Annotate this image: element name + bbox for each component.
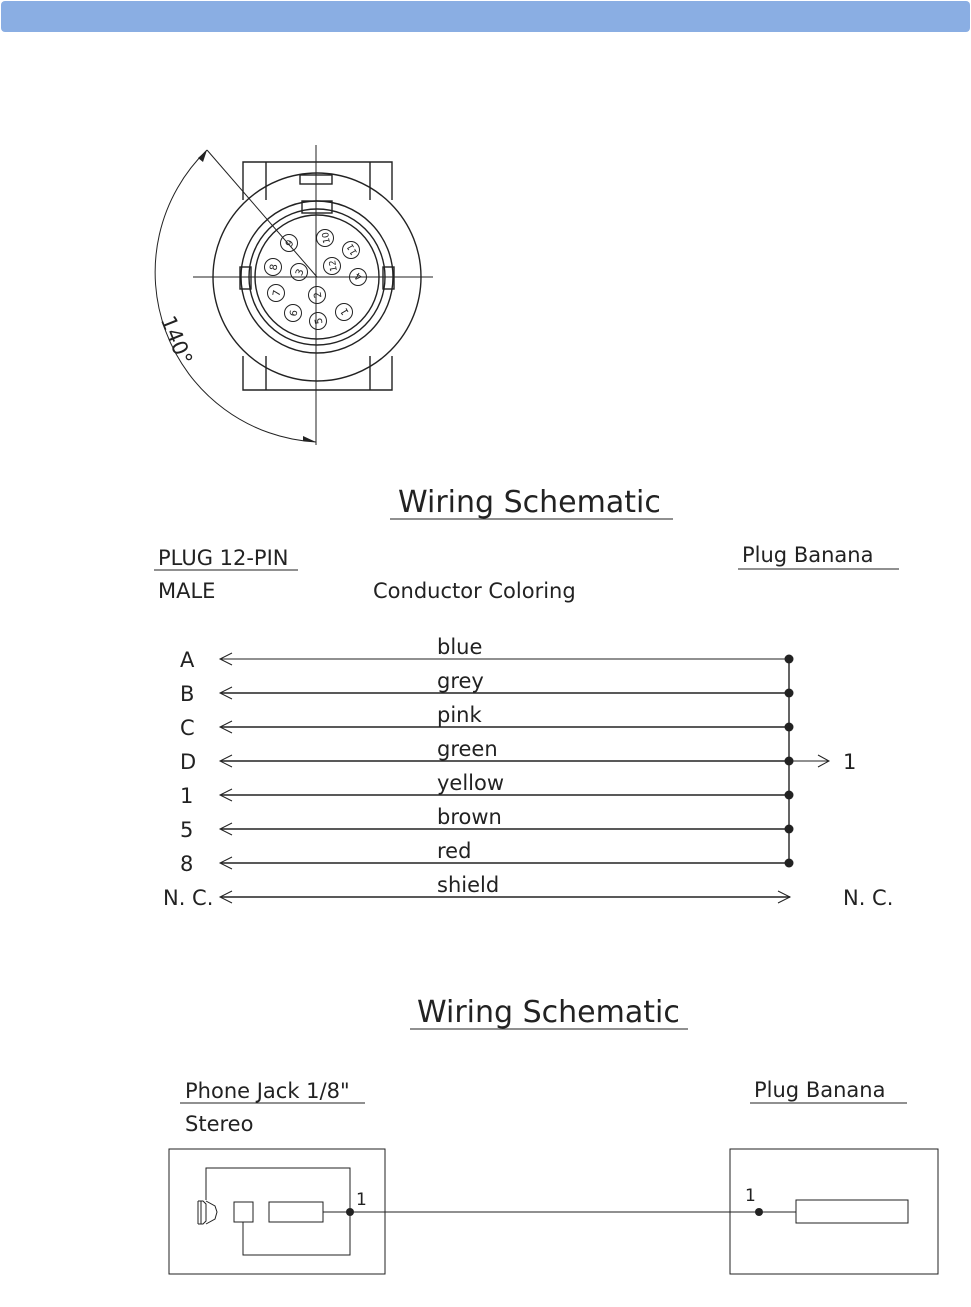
left-subheader: MALE (158, 579, 216, 603)
wire-color-label: shield (437, 873, 500, 897)
wire-color-label: green (437, 737, 498, 761)
right-header: Plug Banana (742, 543, 874, 567)
schematic-2-title: Wiring Schematic (417, 995, 680, 1030)
wire-pin-label: N. C. (163, 886, 214, 910)
wire-row (180, 669, 794, 706)
wire-pin-label: A (180, 648, 195, 672)
pin-8 (265, 259, 282, 276)
schematic-2 (169, 995, 938, 1274)
pin-label: 10 (321, 231, 333, 245)
pin-6 (285, 305, 302, 322)
pin-7 (268, 285, 285, 302)
pin-11 (343, 242, 360, 259)
right-header: Plug Banana (754, 1078, 886, 1102)
wire-row (180, 703, 794, 740)
pin-label: 11 (345, 241, 360, 257)
wire-row (180, 635, 794, 672)
wire-pin-label: 8 (180, 852, 194, 876)
pin-12 (324, 258, 341, 275)
right-pin-label: 1 (745, 1186, 756, 1206)
wire-pin-label: B (180, 682, 195, 706)
pin-label: 12 (328, 259, 340, 273)
pin-label: 8 (268, 263, 281, 272)
pin-label: 4 (353, 269, 365, 283)
wire-row (180, 771, 794, 808)
wire-color-label: pink (437, 703, 482, 727)
banana-plug-symbol (730, 1149, 938, 1274)
bus-output-label: 1 (843, 750, 857, 774)
wire-row (180, 805, 794, 842)
wire-color-label: grey (437, 669, 484, 693)
wire-color-label: brown (437, 805, 502, 829)
right-nc-label: N. C. (843, 886, 894, 910)
left-header: PLUG 12-PIN (158, 546, 289, 570)
wire-color-label: blue (437, 635, 483, 659)
schematic-1 (154, 485, 899, 910)
middle-header: Conductor Coloring (373, 579, 576, 603)
pin-label: 6 (288, 309, 301, 318)
pin-label: 9 (283, 238, 297, 250)
schematic-1-title: Wiring Schematic (398, 485, 661, 520)
wire-pin-label: D (180, 750, 197, 774)
angle-label: 140° (155, 312, 198, 369)
pin-1 (336, 304, 353, 321)
wire-pin-label: 1 (180, 784, 194, 808)
pin-label: 5 (313, 316, 326, 325)
pin-label: 3 (294, 267, 307, 278)
pin-label: 2 (312, 290, 325, 299)
pin-2 (309, 287, 326, 304)
connector-face (155, 145, 433, 445)
wire-row (180, 737, 794, 774)
left-header: Phone Jack 1/8" (185, 1079, 350, 1103)
left-subheader: Stereo (185, 1112, 254, 1136)
wire-color-label: yellow (437, 771, 505, 795)
pin-label: 7 (271, 289, 284, 298)
wire-color-label: red (437, 839, 472, 863)
wire-row (180, 839, 794, 876)
wire-row (163, 873, 790, 910)
wire-pin-label: C (180, 716, 195, 740)
wire-pin-label: 5 (180, 818, 194, 842)
pin-10 (317, 230, 334, 247)
pin-label: 1 (338, 305, 352, 317)
pin-3 (291, 264, 308, 281)
pin-5 (310, 313, 327, 330)
left-pin-label: 1 (356, 1190, 367, 1210)
